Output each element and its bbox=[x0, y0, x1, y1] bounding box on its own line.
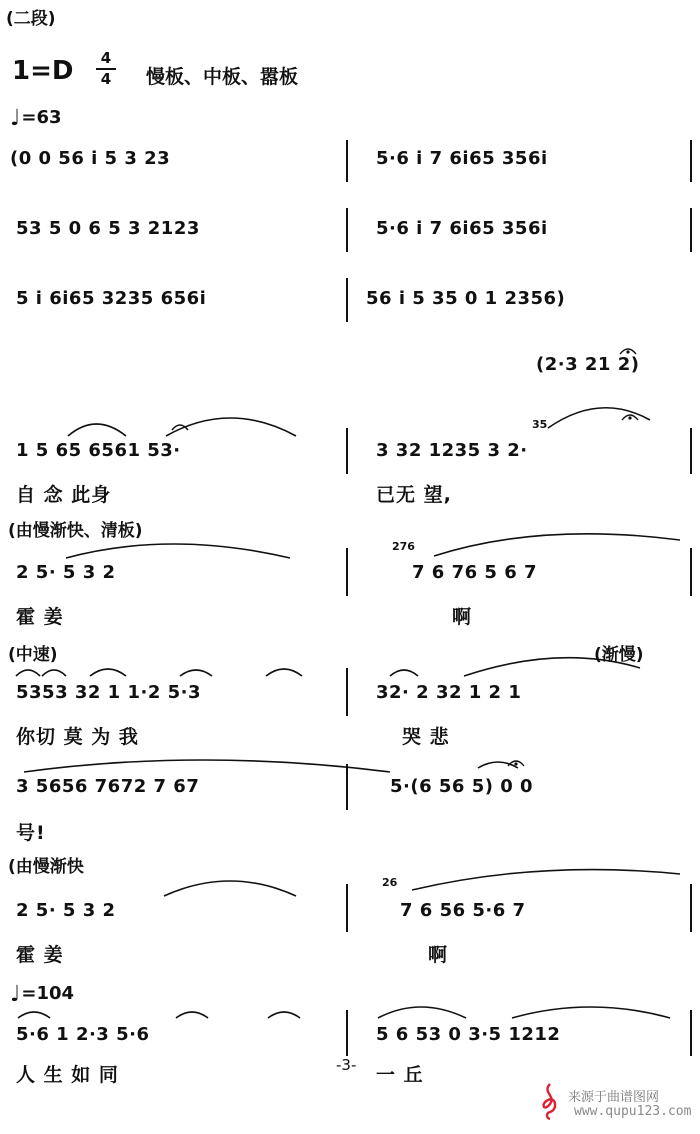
barline bbox=[346, 1010, 348, 1056]
barline bbox=[346, 140, 348, 182]
lyric-line-2: 啊 bbox=[428, 944, 449, 966]
slur bbox=[268, 1012, 300, 1018]
slur bbox=[266, 669, 302, 676]
notation-row-10-measure-2: 5 6 53 0 3·5 1212 bbox=[376, 1024, 561, 1045]
lyric-line-1: 人 生 如 同 bbox=[16, 1064, 119, 1086]
notation-row-9-measure-2: 7 6 56 5·6 7 bbox=[400, 900, 526, 921]
treble-clef-icon bbox=[536, 1082, 564, 1122]
fermata bbox=[508, 761, 524, 766]
key-signature: 1=D bbox=[12, 56, 74, 86]
slur bbox=[18, 1012, 50, 1018]
slur bbox=[512, 1007, 670, 1018]
notation-row-2-measure-1: 53 5 0 6 5 3 2123 bbox=[16, 218, 200, 239]
slur bbox=[176, 1012, 208, 1018]
slur bbox=[378, 1007, 466, 1018]
notation-row-8-measure-1: 3 5656 7672 7 67 bbox=[16, 776, 200, 797]
slur bbox=[172, 425, 188, 430]
slur bbox=[164, 881, 296, 896]
barline bbox=[690, 884, 692, 932]
slur bbox=[42, 670, 66, 676]
tempo-marking-1: ♩=63 bbox=[10, 106, 62, 131]
lyric-line-1: 自 念 此身 bbox=[16, 484, 112, 506]
slur bbox=[390, 670, 418, 676]
meter-bottom: 4 bbox=[100, 70, 112, 88]
slur bbox=[412, 870, 680, 890]
tempo-description: 慢板、中板、嚣板 bbox=[146, 66, 299, 88]
slur bbox=[66, 544, 290, 558]
notation-row-2-measure-2: 5·6 i 7 6i65 356i bbox=[376, 218, 548, 239]
barline bbox=[690, 1010, 692, 1056]
grace-notes: 35 bbox=[532, 418, 548, 431]
notation-row-6-measure-2: 7 6 76 5 6 7 bbox=[412, 562, 538, 583]
notation-row-4-phrase: (2·3 21 2) bbox=[536, 354, 640, 375]
notation-row-5-measure-1: 1 5 65 6561 53· bbox=[16, 440, 181, 461]
section-label: (二段) bbox=[6, 9, 56, 29]
watermark-text: 来源于曲谱图网 bbox=[568, 1090, 660, 1105]
lyric-line-2: 一 丘 bbox=[376, 1064, 424, 1086]
lyric-line-1: 号! bbox=[16, 822, 46, 844]
notation-row-3-measure-2: 56 i 5 35 0 1 2356) bbox=[366, 288, 566, 309]
lyric-line-1: 霍 姜 bbox=[16, 606, 64, 628]
fermata bbox=[622, 415, 638, 420]
notation-row-7-measure-1: 5353 32 1 1·2 5·3 bbox=[16, 682, 202, 703]
barline bbox=[690, 208, 692, 252]
fermata-dot bbox=[628, 416, 631, 419]
tempo-change-mark-right: (渐慢) bbox=[594, 645, 644, 665]
slur bbox=[68, 424, 126, 436]
slur bbox=[90, 669, 126, 676]
notation-row-3-measure-1: 5 i 6i65 3235 656i bbox=[16, 288, 207, 309]
slur bbox=[180, 670, 212, 676]
notation-row-8-measure-2: 5·(6 56 5) 0 0 bbox=[390, 776, 534, 797]
barline bbox=[346, 884, 348, 932]
notation-row-1-measure-1: (0 0 56 i 5 3 23 bbox=[10, 148, 171, 169]
tempo-change-mark: (由慢渐快、清板) bbox=[8, 521, 143, 541]
slur bbox=[478, 762, 518, 768]
tempo-change-mark: (中速) bbox=[8, 645, 58, 665]
barline bbox=[690, 428, 692, 474]
slur bbox=[16, 670, 40, 676]
grace-notes: 276 bbox=[392, 540, 415, 553]
barline bbox=[346, 548, 348, 596]
grace-notes: 26 bbox=[382, 876, 398, 889]
quarter-note-icon: ♩ bbox=[10, 982, 21, 1007]
notation-row-10-measure-1: 5·6 1 2·3 5·6 bbox=[16, 1024, 150, 1045]
barline bbox=[690, 140, 692, 182]
watermark-url: www.qupu123.com bbox=[574, 1104, 692, 1119]
barline bbox=[346, 428, 348, 474]
lyric-line-1: 霍 姜 bbox=[16, 944, 64, 966]
notation-row-5-measure-2: 3 32 1235 3 2· bbox=[376, 440, 528, 461]
time-signature bbox=[96, 50, 116, 88]
lyric-line-2: 啊 bbox=[452, 606, 473, 628]
lyric-line-1: 你切 莫 为 我 bbox=[16, 726, 139, 748]
barline bbox=[346, 278, 348, 322]
barline bbox=[346, 668, 348, 716]
slur bbox=[166, 418, 296, 436]
notation-row-1-measure-2: 5·6 i 7 6i65 356i bbox=[376, 148, 548, 169]
fermata-dot bbox=[514, 762, 517, 765]
page-number: -3- bbox=[336, 1056, 357, 1074]
notation-row-9-measure-1: 2 5· 5 3 2 bbox=[16, 900, 116, 921]
slur bbox=[434, 534, 680, 556]
quarter-note-icon: ♩ bbox=[10, 106, 21, 131]
tempo-change-mark: (由慢渐快 bbox=[8, 857, 84, 877]
tempo-marking-2: ♩=104 bbox=[10, 982, 75, 1007]
barline bbox=[690, 548, 692, 596]
slur bbox=[24, 760, 390, 772]
slur bbox=[548, 408, 650, 428]
barline bbox=[346, 208, 348, 252]
notation-row-7-measure-2: 32· 2 32 1 2 1 bbox=[376, 682, 522, 703]
lyric-line-2: 已无 望, bbox=[376, 484, 452, 506]
meter-top: 4 bbox=[100, 49, 112, 67]
barline bbox=[346, 764, 348, 810]
notation-row-6-measure-1: 2 5· 5 3 2 bbox=[16, 562, 116, 583]
lyric-line-2: 哭 悲 bbox=[402, 726, 450, 748]
